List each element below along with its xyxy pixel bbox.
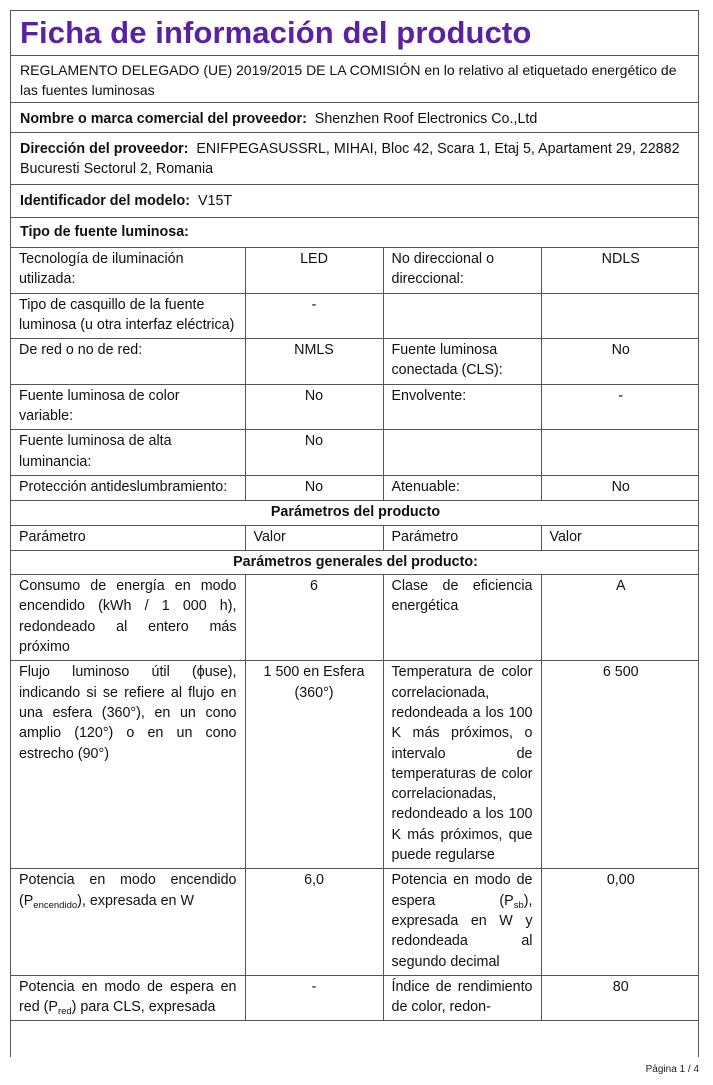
type-label: Fuente luminosa conectada (CLS): bbox=[383, 339, 541, 385]
type-value: No bbox=[245, 475, 383, 500]
source-type-heading: Tipo de fuente luminosa: bbox=[20, 224, 189, 240]
param-value: A bbox=[541, 575, 699, 661]
type-value: - bbox=[541, 384, 699, 430]
param-label: Flujo luminoso útil (ϕuse), indicando si se refiere al flujo en una esfera (360°), en un cono amplio (120°) o en un cono estrecho (90°) bbox=[11, 661, 245, 869]
product-information-sheet bbox=[10, 10, 699, 1057]
type-value: No bbox=[541, 475, 699, 500]
supplier-address-label: Dirección del proveedor: bbox=[20, 141, 189, 157]
supplier-name-row bbox=[11, 103, 698, 133]
general-heading-row bbox=[11, 550, 699, 574]
param-value: 0,00 bbox=[541, 869, 699, 975]
type-label: No direccional o direccional: bbox=[383, 248, 541, 293]
type-value: No bbox=[245, 384, 383, 430]
type-value bbox=[541, 430, 699, 476]
type-label bbox=[383, 430, 541, 476]
type-label: Atenuable: bbox=[383, 475, 541, 500]
param-value: 1 500 en Esfera (360°) bbox=[245, 661, 383, 869]
type-row bbox=[11, 248, 699, 293]
general-row bbox=[11, 975, 699, 1021]
column-header-param-2: Parámetro bbox=[383, 525, 541, 550]
param-label: Potencia en modo encendido $(P_{encendido})$, expresada en W bbox=[11, 869, 245, 975]
param-value: 6,0 bbox=[245, 869, 383, 975]
general-row bbox=[11, 575, 699, 661]
param-label: Potencia en modo de espera $(P_{sb})$, expresada en W y redondeada al segundo decimal bbox=[383, 869, 541, 975]
param-value: - bbox=[245, 975, 383, 1021]
general-heading: Parámetros generales del producto: bbox=[11, 550, 699, 574]
supplier-address-row bbox=[11, 133, 698, 185]
column-header-param: Parámetro bbox=[11, 525, 245, 550]
param-value: 6 500 bbox=[541, 661, 699, 869]
column-header-value-2: Valor bbox=[541, 525, 699, 550]
type-label: Fuente luminosa de alta luminancia: bbox=[11, 430, 245, 476]
type-label: Tecnología de iluminación utilizada: bbox=[11, 248, 245, 293]
params-heading-row bbox=[11, 501, 699, 525]
param-value: 6 bbox=[245, 575, 383, 661]
page-number: Página 1 / 4 bbox=[645, 1064, 699, 1075]
type-label bbox=[383, 293, 541, 339]
product-table bbox=[11, 248, 699, 1021]
page-title: Ficha de información del producto bbox=[11, 11, 698, 56]
source-type-heading-row bbox=[11, 218, 698, 248]
type-label: Fuente luminosa de color variable: bbox=[11, 384, 245, 430]
params-heading: Parámetros del producto bbox=[11, 501, 699, 525]
type-row bbox=[11, 430, 699, 476]
type-row bbox=[11, 475, 699, 500]
type-row bbox=[11, 384, 699, 430]
param-label: Clase de eficiencia energética bbox=[383, 575, 541, 661]
model-identifier-label: Identificador del modelo: bbox=[20, 193, 190, 209]
general-row bbox=[11, 661, 699, 869]
param-label: Consumo de energía en modo encendido (kWh / 1 000 h), redondeado al entero más próximo bbox=[11, 575, 245, 661]
model-identifier-value: V15T bbox=[197, 193, 233, 209]
type-value: LED bbox=[245, 248, 383, 293]
column-header-value: Valor bbox=[245, 525, 383, 550]
general-row bbox=[11, 869, 699, 975]
column-header-row bbox=[11, 525, 699, 550]
supplier-name-label: Nombre o marca comercial del proveedor: bbox=[20, 111, 307, 127]
type-value: NDLS bbox=[541, 248, 699, 293]
type-row bbox=[11, 339, 699, 385]
type-label: Protección antideslumbramiento: bbox=[11, 475, 245, 500]
type-label: De red o no de red: bbox=[11, 339, 245, 385]
supplier-address-value: ENIFPEGASUSSRL, MIHAI, Bloc 42, Scara 1, Etaj 5, Apartament 29, 22882 Bucuresti Sectorul 2, Romania bbox=[20, 141, 680, 177]
type-value bbox=[541, 293, 699, 339]
type-row bbox=[11, 293, 699, 339]
type-label: Envolvente: bbox=[383, 384, 541, 430]
model-identifier-row bbox=[11, 185, 698, 218]
type-value: NMLS bbox=[245, 339, 383, 385]
param-label: Potencia en modo de espera en red $(P_{red})$ para CLS, expresada bbox=[11, 975, 245, 1021]
regulation-text: REGLAMENTO DELEGADO (UE) 2019/2015 DE LA COMISIÓN en lo relativo al etiquetado energético de las fuentes luminosas bbox=[11, 56, 698, 103]
type-label: Tipo de casquillo de la fuente luminosa (u otra interfaz eléctrica) bbox=[11, 293, 245, 339]
param-label: Índice de rendimiento de color, redon- bbox=[383, 975, 541, 1021]
supplier-name-value: Shenzhen Roof Electronics Co.,Ltd bbox=[314, 111, 538, 127]
type-value: No bbox=[541, 339, 699, 385]
type-value: No bbox=[245, 430, 383, 476]
param-value: 80 bbox=[541, 975, 699, 1021]
type-value: - bbox=[245, 293, 383, 339]
param-label: Temperatura de color correlacionada, redondeada a los 100 K más próximos, o intervalo de temperaturas de color correlacionadas, redondeado a los 100 K más próximos, que puede regularse bbox=[383, 661, 541, 869]
